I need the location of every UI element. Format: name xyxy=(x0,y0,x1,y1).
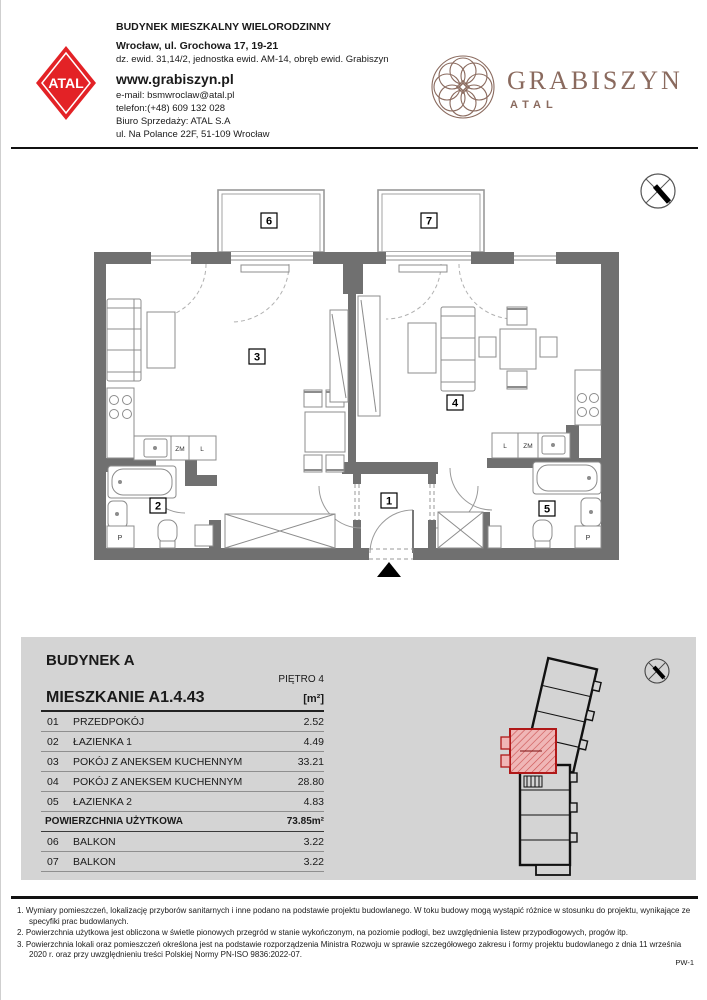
table-row xyxy=(41,852,324,872)
wardrobe-room3 xyxy=(330,310,348,402)
footer-note: 3. Powierzchnia lokali oraz pomieszczeń określona jest na podstawie rozporządzenia Ministra Rozwoju w sprawie szczegółowego zakresu i formy projektu budowlanego z dnia 11 września 2020 r. oraz przy uwzględnieniu treści Polskiej Normy PN-ISO 9836:2022-07. xyxy=(17,939,682,959)
coffee-table-room4 xyxy=(408,323,436,373)
parcel-info: dz. ewid. 31,14/2, jednostka ewid. AM-14, obręb ewid. Grabiszyn xyxy=(116,54,389,65)
sofa-room3 xyxy=(107,299,141,381)
row-number: 07 xyxy=(47,855,59,868)
row-area: 3.22 xyxy=(303,855,324,868)
footer-notes xyxy=(17,906,695,962)
header-text-block xyxy=(116,20,446,141)
phone-line: telefon:(+48) 609 132 028 xyxy=(116,103,226,114)
building-type: BUDYNEK MIESZKALNY WIELORODZINNY xyxy=(116,21,332,33)
atal-logo xyxy=(34,44,98,122)
dishwasher-label-right: ZM xyxy=(523,443,533,450)
room-label-3: 3 xyxy=(253,351,261,364)
row-name: BALKON xyxy=(73,835,116,848)
website-link[interactable]: www.grabiszyn.pl xyxy=(116,71,234,87)
table-row xyxy=(41,732,324,752)
row-number: 05 xyxy=(47,795,59,808)
sales-office-address: ul. Na Polance 22F, 51-109 Wrocław xyxy=(116,129,270,140)
floor-label: PIĘTRO 4 xyxy=(278,674,324,685)
row-name: POKÓJ Z ANEKSEM KUCHENNYM xyxy=(73,755,243,768)
entrance-marker xyxy=(377,562,401,577)
compass-icon xyxy=(641,174,675,208)
footer-note: 2. Powierzchnia użytkowa jest obliczona w świetle pionowych przegród w stanie wykończonym, na poziomie podłogi, bez uwzględnienia listew przypodłogowych, progów itp. xyxy=(17,928,628,937)
keyplan-stairs xyxy=(524,776,542,787)
closet-right xyxy=(438,512,501,548)
total-label: POWIERZCHNIA UŻYTKOWA xyxy=(45,816,183,827)
room-label-5: 5 xyxy=(543,503,551,516)
row-area: 4.83 xyxy=(303,795,324,808)
keyplan xyxy=(496,645,696,880)
row-area: 2.52 xyxy=(303,715,324,728)
row-name: PRZEDPOKÓJ xyxy=(73,715,145,728)
email-line[interactable]: e-mail: bsmwroclaw@atal.pl xyxy=(116,90,235,101)
room-label-2: 2 xyxy=(154,500,162,513)
dishwasher-label-left: ZM xyxy=(175,446,185,453)
footer-note: 1. Wymiary pomieszczeń, lokalizację przyborów sanitarnych i inne podano na podstawie projektu budowlanego. W toku budowy mogą wystąpić różnice w stosunku do projektu, wynikające ze specyfiki prac budowlanych. xyxy=(17,906,691,926)
row-number: 02 xyxy=(47,735,59,748)
row-number: 01 xyxy=(47,715,59,728)
footer-divider xyxy=(11,896,698,899)
room-label-1: 1 xyxy=(385,495,393,508)
area-table xyxy=(41,712,324,872)
keyplan-highlighted-unit[interactable] xyxy=(501,729,556,773)
row-area: 4.49 xyxy=(303,735,324,748)
header-divider xyxy=(11,147,698,149)
row-name: ŁAZIENKA 2 xyxy=(73,795,132,808)
building-address: Wrocław, ul. Grochowa 17, 19-21 xyxy=(116,40,279,52)
dining-set-room4 xyxy=(479,307,557,389)
row-area: 28.80 xyxy=(297,775,324,788)
room-label-7: 7 xyxy=(425,215,433,228)
row-number: 03 xyxy=(47,755,59,768)
building-title: BUDYNEK A xyxy=(46,652,135,669)
floor-plan xyxy=(1,160,707,630)
sales-office: Biuro Sprzedaży: ATAL S.A xyxy=(116,116,231,127)
room-label-6: 6 xyxy=(265,215,273,228)
wardrobe-room4 xyxy=(358,296,380,416)
sofa-room4 xyxy=(441,307,475,391)
brand-name: GRABISZYN xyxy=(507,66,683,95)
coffee-table-room3 xyxy=(147,312,175,368)
row-name: BALKON xyxy=(73,855,116,868)
total-row xyxy=(41,812,324,832)
fridge-label-left: L xyxy=(200,446,204,453)
table-row xyxy=(41,712,324,732)
keyplan-compass-icon xyxy=(645,659,669,683)
row-name: ŁAZIENKA 1 xyxy=(73,735,132,748)
room-label-4: 4 xyxy=(451,397,459,410)
sheet-code: PW-1 xyxy=(675,958,694,967)
row-number: 06 xyxy=(47,835,59,848)
total-value: 73.85m² xyxy=(286,816,324,827)
grabiszyn-rosette-icon xyxy=(429,53,497,121)
brand-subname: ATAL xyxy=(510,99,558,111)
table-row xyxy=(41,792,324,812)
apartment-title: MIESZKANIE A1.4.43 xyxy=(46,689,205,706)
fridge-label-right: L xyxy=(503,443,507,450)
table-row xyxy=(41,752,324,772)
row-name: POKÓJ Z ANEKSEM KUCHENNYM xyxy=(73,775,243,788)
table-row xyxy=(41,832,324,852)
row-area: 3.22 xyxy=(303,835,324,848)
washer-label-left: P xyxy=(117,535,123,542)
row-number: 04 xyxy=(47,775,59,788)
row-area: 33.21 xyxy=(297,755,324,768)
washer-label-right: P xyxy=(585,535,591,542)
table-row xyxy=(41,772,324,792)
atal-logo-text: ATAL xyxy=(48,75,84,91)
area-unit-header: [m²] xyxy=(303,693,324,705)
